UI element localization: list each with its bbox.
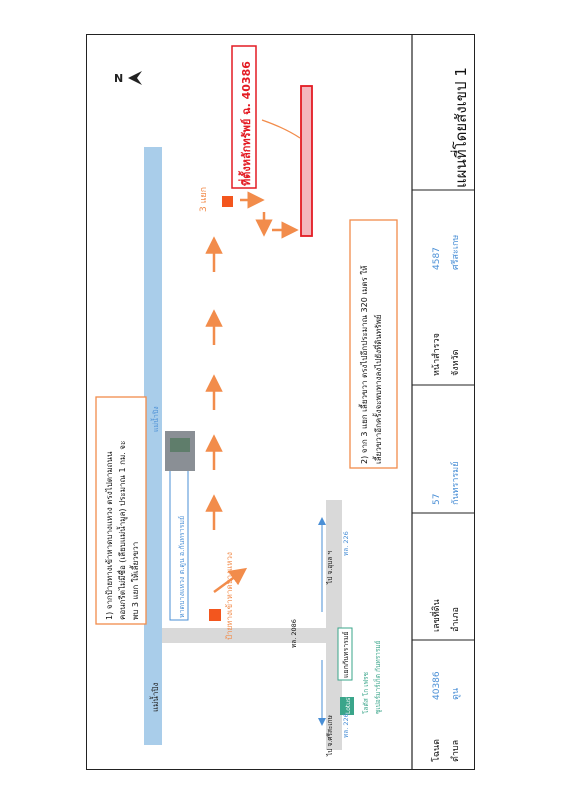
north-arrow-icon: [128, 71, 142, 85]
to-srisaket-label: ไป จ.ศรีสะเกษ: [326, 715, 334, 756]
road-226: [326, 500, 342, 750]
table-header-deed: โฉนด: [432, 739, 442, 762]
road-2086-label: ทล. 2086: [290, 619, 298, 648]
entrance-marker: [209, 609, 221, 621]
entrance-label: ป้ายทางเข้าหาดบางแหวง: [225, 552, 234, 640]
note1-line3: พบ 3 แยก ให้เลี้ยวขวา: [131, 541, 140, 620]
note2-line2: เลี้ยวขวาอีกครั้งจะพบทางลงไปยังที่ดินทรัพย์: [374, 314, 383, 464]
lotus-line2: ซูเปอร์มาร์เก็ต กันทรารมย์: [374, 640, 382, 714]
beach-sign-label: หาดบางแหวง ต.ดูน อ.กันทรารมย์: [178, 515, 186, 618]
table-value-survey: 4587: [432, 247, 442, 270]
table-value-province: ศรีสะเกษ: [451, 234, 461, 270]
lotus-brand-text: Lotus's: [345, 693, 352, 714]
table-value-district: กันทรารมย์: [451, 461, 461, 505]
note1-line1: 1) จากป้ายทางเข้าหาดบางแหวง ตรงไปตามถนน: [105, 451, 114, 620]
lotus-line1: โลตัส โก เฟรช: [362, 672, 370, 714]
arrow-head-down: [318, 718, 326, 726]
junction-marker: [222, 196, 233, 207]
parcel-40386: [301, 86, 312, 236]
note1-line2: คอนกรีตไม่มีชื่อ (เลียบแม่น้ำมูล) ประมาณ 1 กม. จะ: [118, 440, 127, 620]
table-header-land-no: เลขที่ดิน: [432, 599, 442, 632]
mae-ping-river: [144, 147, 162, 745]
table-header-province: จังหวัด: [451, 349, 461, 376]
road-226-right-label: ทล. 226: [342, 531, 350, 556]
road-2086: [162, 628, 332, 643]
parcel-label: ที่ตั้งหลักทรัพย์ ฉ. 40386: [240, 61, 253, 186]
river-label-bottom: แม่น้ำปิง: [151, 682, 160, 712]
note2-line1: 2) จาก 3 แยก เลี้ยวขวา ตรงไปอีกประมาณ 320 เมตร ให้: [360, 265, 369, 464]
river-label-top: แม่น้ำปิง: [152, 406, 160, 432]
arrow-head-up: [318, 517, 326, 525]
table-value-subdistrict: ดูน: [451, 688, 461, 700]
table-value-deed: 40386: [432, 671, 442, 700]
table-header-district: อำเภอ: [451, 607, 461, 632]
table-header-subdistrict: ตำบล: [451, 739, 461, 762]
north-label: N: [114, 72, 124, 85]
kantharalak-label: แยกกันทรารมย์: [342, 631, 350, 678]
to-ubon-label: ไป จ.อุบล ฯ: [326, 550, 334, 584]
beach-photo-detail: [170, 438, 190, 452]
parcel-leader: [262, 120, 300, 138]
map-title: แผนที่โดยสังเขป 1: [452, 67, 470, 188]
junction-label: 3 แยก: [199, 186, 209, 212]
road-226-left-label: ทล. 226: [342, 713, 350, 738]
table-header-survey: หน้าสำรวจ: [432, 333, 442, 376]
table-value-land-no: 57: [432, 493, 442, 505]
